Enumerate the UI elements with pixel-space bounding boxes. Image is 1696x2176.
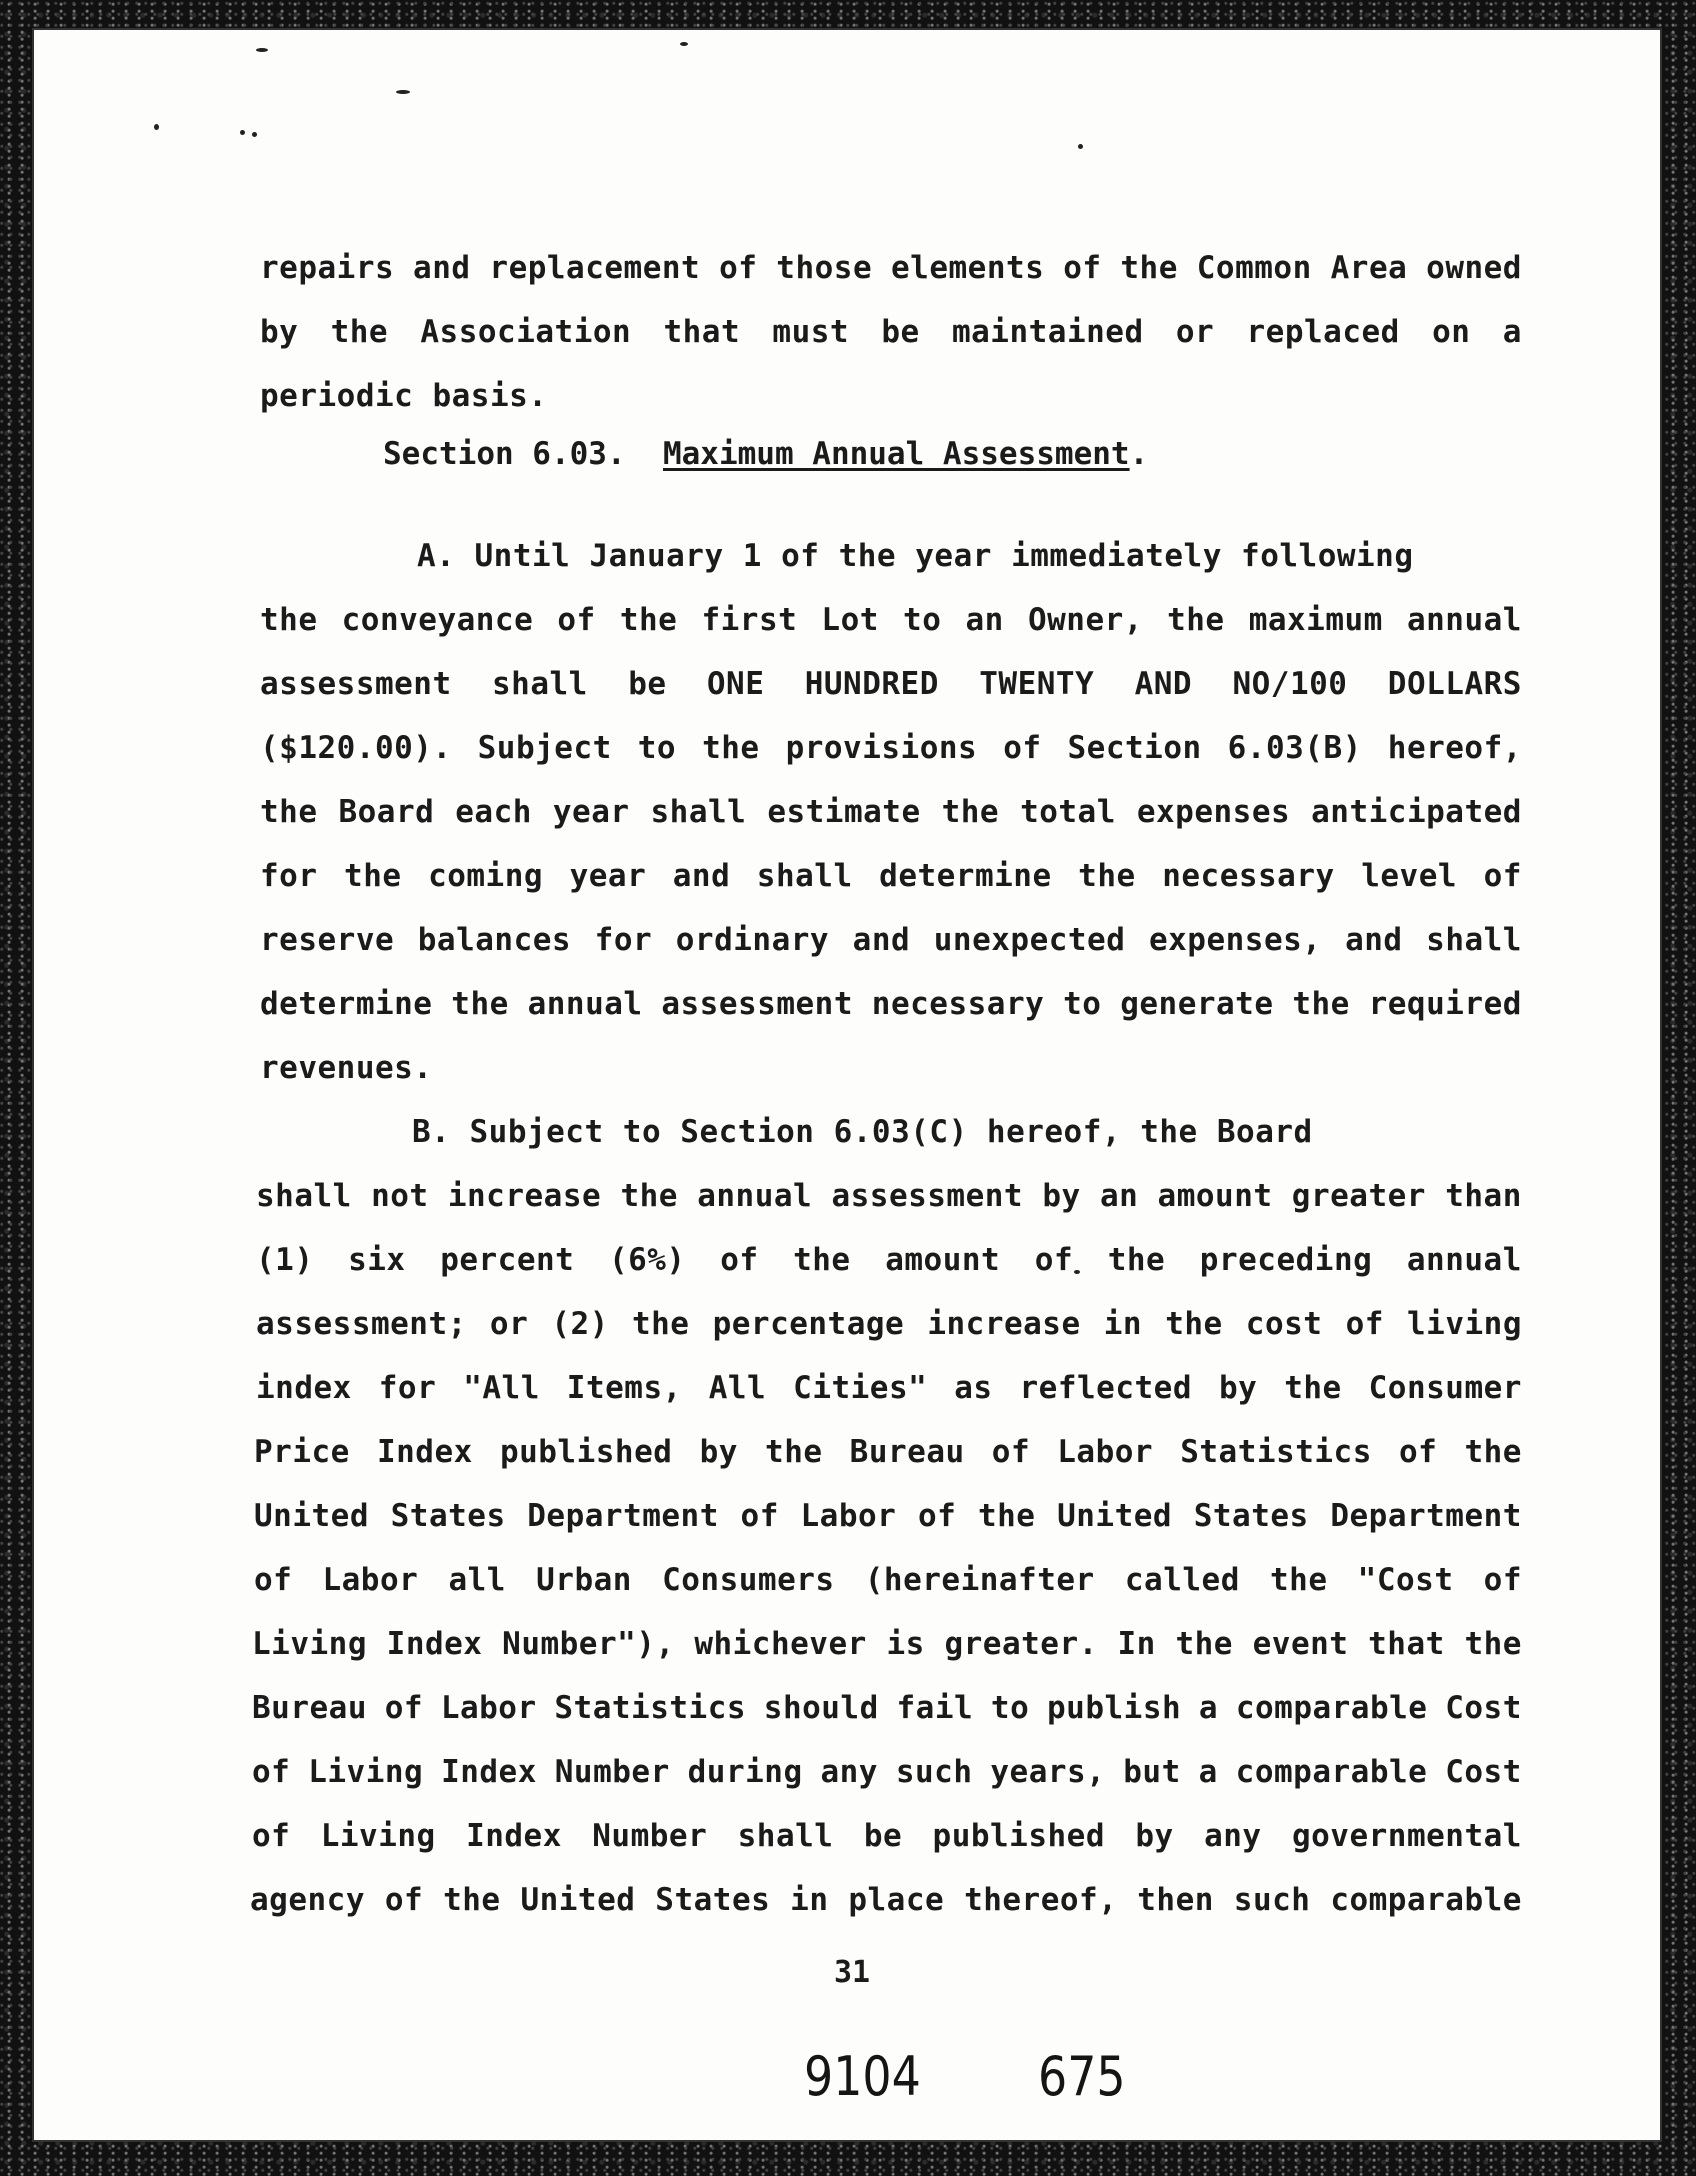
text-word: of (1399, 1434, 1438, 1470)
text-word: TWENTY (979, 666, 1095, 702)
text-word: the (619, 602, 678, 638)
text-word: year (552, 794, 630, 830)
text-word: owned (1426, 250, 1522, 286)
text-word: and (413, 250, 471, 286)
text-word: annual (697, 1178, 813, 1214)
text-word: Index (376, 1434, 473, 1470)
text-word: shall (650, 794, 747, 830)
text-word: the (1270, 1562, 1328, 1598)
text-word: living (1407, 1306, 1522, 1342)
text-word: and (1345, 922, 1403, 958)
text-word: any (820, 1754, 878, 1790)
section-title: Maximum Annual Assessment (662, 436, 1130, 472)
text-word: conveyance (341, 602, 534, 638)
text-word: expenses (1136, 794, 1291, 830)
text-word: Living (252, 1626, 367, 1662)
text-word: to (903, 602, 942, 638)
text-word: Section (1067, 730, 1202, 766)
text-word: place (848, 1882, 945, 1918)
text-word: ordinary (675, 922, 830, 958)
text-word: level (1361, 858, 1458, 894)
text-word: Area (1330, 250, 1408, 286)
text-word: total (1020, 794, 1116, 830)
text-word: to (637, 730, 677, 766)
text-word: comparable (1235, 1690, 1428, 1726)
text-word: Owner, (1027, 602, 1143, 638)
text-line: A. Until January 1 of the year immediately following (417, 538, 1414, 574)
text-word: during (687, 1754, 803, 1790)
text-word: shall (737, 1818, 834, 1854)
text-word: by (1135, 1818, 1174, 1854)
text-word: Labor (440, 1690, 537, 1726)
text-word: each (455, 794, 532, 830)
text-word: of (384, 1882, 424, 1918)
text-word: States (1193, 1498, 1309, 1534)
text-word: be (863, 1818, 903, 1854)
text-word: hereof, (1387, 730, 1522, 766)
text-word: first (701, 602, 798, 638)
text-word: repairs (260, 250, 395, 286)
text-word: and (672, 858, 731, 894)
text-word: assessment; (256, 1306, 467, 1342)
text-word: Bureau (849, 1434, 965, 1470)
text-word: for (378, 1370, 437, 1406)
text-word: unexpected (933, 922, 1126, 958)
text-line (260, 248, 1522, 288)
text-word: years, (990, 1754, 1106, 1790)
text-word: of (740, 1498, 779, 1534)
text-word: that (663, 314, 741, 350)
text-word: (1) (256, 1242, 314, 1278)
text-word: those (776, 250, 873, 286)
text-word: an (965, 602, 1004, 638)
text-word: ONE (706, 666, 765, 702)
text-word: Cost (1445, 1754, 1522, 1790)
text-word: required (1368, 986, 1522, 1022)
stamp-number-left: 9104 (804, 2045, 921, 2108)
text-word: United (254, 1498, 369, 1534)
text-word: fail (896, 1690, 974, 1726)
text-word: of (252, 1754, 291, 1790)
text-word: the (1175, 1626, 1233, 1662)
text-word: the (1107, 1242, 1166, 1278)
text-word: but (1123, 1754, 1181, 1790)
text-word: by (1042, 1178, 1081, 1214)
text-word: of (1483, 858, 1522, 894)
text-word: annual (1406, 1242, 1522, 1278)
text-word: of (991, 1434, 1031, 1470)
text-word: expenses, (1148, 922, 1322, 958)
text-line (260, 856, 1522, 896)
text-word: the (330, 314, 389, 350)
text-word: (6%) (608, 1242, 686, 1278)
text-word: Consumers (662, 1562, 835, 1598)
text-word: the (1165, 1306, 1223, 1342)
text-word: United (520, 1882, 636, 1918)
page-number: 31 (834, 1955, 871, 1990)
text-line (260, 792, 1522, 832)
text-word: HUNDRED (804, 666, 939, 702)
text-word: Living (320, 1818, 436, 1854)
text-word: Urban (536, 1562, 632, 1598)
text-word: shall (1426, 922, 1522, 958)
text-word: "Cost (1357, 1562, 1454, 1598)
text-word: the (702, 730, 760, 766)
text-word: annual (1406, 602, 1522, 638)
text-line (260, 312, 1522, 352)
text-line (252, 1752, 1522, 1792)
text-word: replacement (489, 250, 701, 286)
text-word: of (917, 1498, 957, 1534)
text-line (250, 1880, 1522, 1920)
text-line (256, 1304, 1522, 1344)
text-word: of (1034, 1242, 1074, 1278)
text-word: provisions (785, 730, 978, 766)
text-line (256, 1240, 1522, 1280)
text-word: "All (463, 1370, 540, 1406)
text-word: by (699, 1434, 738, 1470)
text-word: is (886, 1626, 925, 1662)
text-word: Number (554, 1754, 670, 1790)
text-word: increase (927, 1306, 1081, 1342)
text-word: and (852, 922, 911, 958)
text-word: 6.03(B) (1227, 730, 1362, 766)
text-word: the (443, 1882, 501, 1918)
text-word: annual (527, 986, 643, 1022)
text-word: replaced (1246, 314, 1400, 350)
section-label: Section 6.03. (383, 436, 626, 472)
text-word: or (1175, 314, 1215, 350)
text-word: of (720, 1242, 759, 1278)
text-word: in (790, 1882, 829, 1918)
text-word: assessment (831, 1178, 1024, 1214)
text-word: in (1103, 1306, 1143, 1342)
text-word: assessment (661, 986, 853, 1022)
text-line (252, 1688, 1522, 1728)
text-word: the (344, 858, 402, 894)
text-word: a (1198, 1754, 1218, 1790)
text-line (254, 1496, 1522, 1536)
text-word: of (252, 1818, 291, 1854)
text-word: be (881, 314, 920, 350)
text-word: an (1099, 1178, 1139, 1214)
text-word: Living (308, 1754, 424, 1790)
text-word: estimate (767, 794, 921, 830)
text-word: the (260, 794, 318, 830)
text-word: amount (885, 1242, 1001, 1278)
text-word: or (489, 1306, 529, 1342)
text-word: of (384, 1690, 424, 1726)
text-word: Index (386, 1626, 483, 1662)
text-word: thereof, (964, 1882, 1118, 1918)
text-word: elements (891, 250, 1045, 286)
text-word: comparable (1330, 1882, 1522, 1918)
text-word: (2) (551, 1306, 609, 1342)
text-word: such (1233, 1882, 1311, 1918)
text-word: Items, (566, 1370, 682, 1406)
text-word: amount (1157, 1178, 1273, 1214)
text-word: anticipated (1311, 794, 1522, 830)
text-word: balances (417, 922, 572, 958)
text-word: of (719, 250, 758, 286)
text-line (252, 1816, 1522, 1856)
text-line: revenues. (260, 1050, 433, 1086)
text-word: by (260, 314, 299, 350)
text-word: Index (466, 1818, 562, 1854)
text-word: the (620, 1178, 678, 1214)
text-word: publish (1047, 1690, 1182, 1726)
text-line (260, 920, 1522, 960)
text-word: of (557, 602, 596, 638)
text-line (254, 1432, 1522, 1472)
text-word: coming (428, 858, 544, 894)
text-word: the (260, 602, 318, 638)
text-word: Consumer (1368, 1370, 1522, 1406)
text-word: of (254, 1562, 293, 1598)
text-word: cost (1245, 1306, 1323, 1342)
text-word: Bureau (252, 1690, 367, 1726)
text-word: Price (254, 1434, 350, 1470)
text-word: as (954, 1370, 993, 1406)
text-word: any (1204, 1818, 1262, 1854)
text-word: NO/100 (1232, 666, 1348, 702)
section-title-period: . (1129, 436, 1149, 472)
text-word: such (895, 1754, 973, 1790)
text-word: determine (260, 986, 433, 1022)
text-word: that (1368, 1626, 1445, 1662)
text-word: Index (441, 1754, 537, 1790)
text-word: a (1502, 314, 1522, 350)
text-word: published (499, 1434, 673, 1470)
text-word: than (1445, 1178, 1522, 1214)
text-word: Board (338, 794, 435, 830)
text-word: the (793, 1242, 851, 1278)
text-word: generate (1120, 986, 1274, 1022)
text-word: Association (420, 314, 632, 350)
text-word: to (990, 1690, 1030, 1726)
text-word: maintained (951, 314, 1144, 350)
text-word: Subject (477, 730, 612, 766)
text-word: of (1003, 730, 1042, 766)
text-word: of (1063, 250, 1102, 286)
text-word: Labor (1057, 1434, 1154, 1470)
text-word: of (1345, 1306, 1384, 1342)
text-word: the (1167, 602, 1225, 638)
text-word: comparable (1235, 1754, 1428, 1790)
text-word: necessary (871, 986, 1045, 1022)
text-word: preceding (1199, 1242, 1373, 1278)
text-word: Labor (800, 1498, 897, 1534)
text-word: greater. (944, 1626, 1098, 1662)
text-word: shall (256, 1178, 352, 1214)
text-word: shall (756, 858, 853, 894)
text-word: Common (1196, 250, 1312, 286)
text-word: (hereinafter (864, 1562, 1095, 1598)
text-word: must (772, 314, 850, 350)
text-word: AND (1134, 666, 1193, 702)
text-word: All (708, 1370, 767, 1406)
text-word: for (594, 922, 653, 958)
text-word: the (1464, 1434, 1522, 1470)
text-word: Statistics (1180, 1434, 1372, 1470)
text-word: Number"), (502, 1626, 675, 1662)
text-word: Number (592, 1818, 708, 1854)
text-word: maximum (1248, 602, 1383, 638)
document-page (34, 30, 1660, 2140)
text-line (260, 600, 1522, 640)
text-word: not (371, 1178, 429, 1214)
text-word: ($120.00). (260, 730, 452, 766)
text-word: States (390, 1498, 506, 1534)
section-heading (383, 436, 1148, 472)
text-word: all (448, 1562, 506, 1598)
text-line (260, 664, 1522, 704)
text-word: In (1117, 1626, 1156, 1662)
text-word: published (932, 1818, 1106, 1854)
text-word: percentage (712, 1306, 905, 1342)
text-word: DOLLARS (1387, 666, 1522, 702)
text-word: agency (250, 1882, 365, 1918)
text-line (252, 1624, 1522, 1664)
text-word: the (1284, 1370, 1342, 1406)
text-word: a (1198, 1690, 1219, 1726)
text-word: then (1137, 1882, 1214, 1918)
text-word: for (260, 858, 318, 894)
text-word: on (1432, 314, 1471, 350)
text-line (256, 1368, 1522, 1408)
text-word: year (569, 858, 647, 894)
text-word: Cost (1445, 1690, 1522, 1726)
text-word: percent (440, 1242, 575, 1278)
text-word: by (1218, 1370, 1258, 1406)
text-line (254, 1560, 1522, 1600)
text-word: the (631, 1306, 690, 1342)
text-word: the (1464, 1626, 1522, 1662)
text-word: of (1483, 1562, 1522, 1598)
text-word: should (763, 1690, 879, 1726)
text-word: the (1078, 858, 1136, 894)
text-word: greater (1291, 1178, 1426, 1214)
text-word: necessary (1162, 858, 1335, 894)
text-word: assessment (260, 666, 452, 702)
text-line (260, 984, 1522, 1024)
text-word: reserve (260, 922, 395, 958)
text-word: Labor (322, 1562, 419, 1598)
text-word: Department (527, 1498, 719, 1534)
text-word: the (765, 1434, 823, 1470)
text-word: the (1120, 250, 1178, 286)
text-word: to (1063, 986, 1102, 1022)
text-word: increase (447, 1178, 602, 1214)
text-word: the (1292, 986, 1350, 1022)
text-word: whichever (694, 1626, 867, 1662)
text-word: reflected (1019, 1370, 1192, 1406)
text-word: event (1252, 1626, 1349, 1662)
text-word: index (256, 1370, 352, 1406)
text-word: the (451, 986, 509, 1022)
text-word: shall (492, 666, 588, 702)
text-word: States (655, 1882, 771, 1918)
stamp-number-right: 675 (1038, 2045, 1126, 2108)
text-word: governmental (1291, 1818, 1522, 1854)
text-word: Cities" (793, 1370, 928, 1406)
text-word: be (628, 666, 667, 702)
text-word: called (1124, 1562, 1240, 1598)
text-line: periodic basis. (260, 378, 548, 414)
text-word: United (1057, 1498, 1173, 1534)
text-word: the (977, 1498, 1036, 1534)
text-word: the (941, 794, 1000, 830)
text-line (260, 728, 1522, 768)
text-line: B. Subject to Section 6.03(C) hereof, the Board (412, 1114, 1313, 1150)
text-word: Department (1330, 1498, 1522, 1534)
text-word: Statistics (554, 1690, 747, 1726)
text-word: six (348, 1242, 406, 1278)
text-line (256, 1176, 1522, 1216)
text-word: determine (879, 858, 1052, 894)
text-word: Lot (821, 602, 879, 638)
